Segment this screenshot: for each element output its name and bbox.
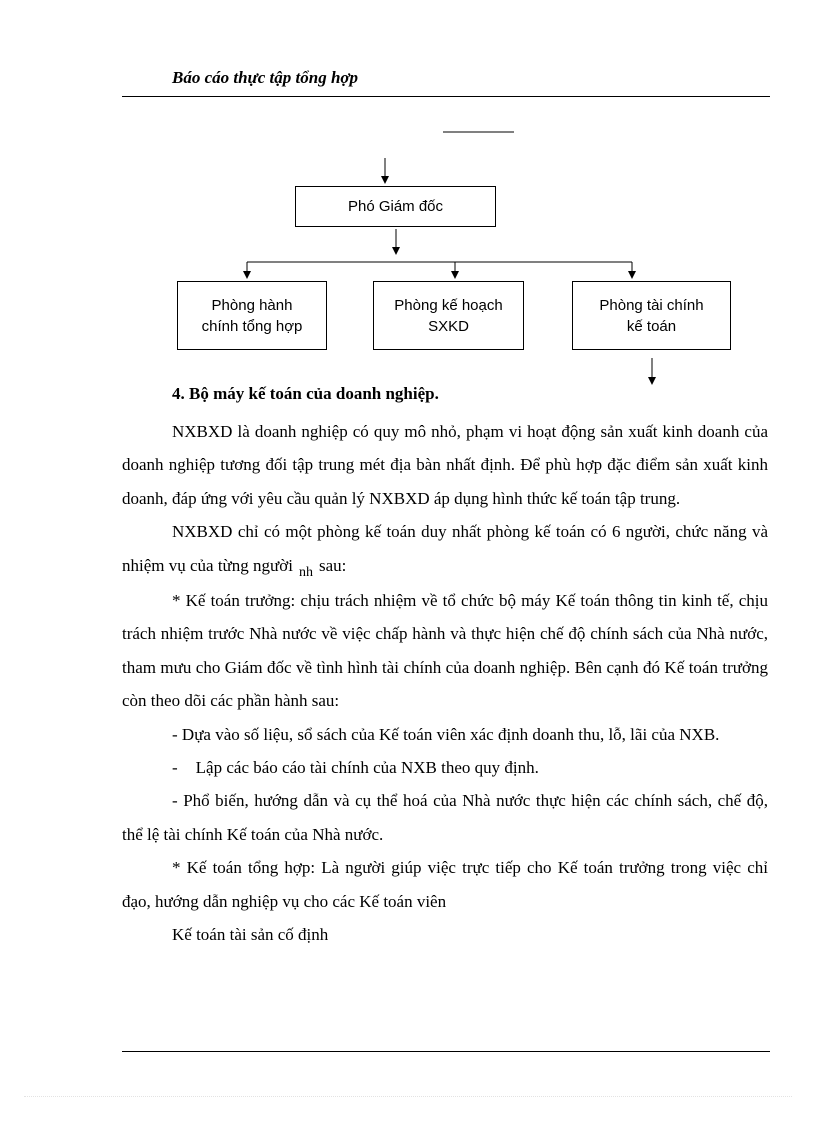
dept-box-planning: [373, 281, 524, 350]
deputy-director-box: [295, 186, 496, 227]
paragraph-5-dash: -: [172, 758, 178, 778]
paragraph-8: Kế toán tài sản cố định: [172, 925, 329, 945]
footer-rule: [122, 1051, 770, 1052]
paragraph-5-text: Lập các báo cáo tài chính của NXB theo quy định.: [195, 758, 539, 778]
page-header-title: Báo cáo thực tập tổng hợp: [172, 68, 359, 87]
dept-box-admin: [177, 281, 327, 350]
dept-admin-line2: chính tổng hợp: [201, 317, 303, 335]
page-bottom-edge: [24, 1096, 792, 1097]
body-text: [122, 415, 768, 952]
dept-admin-line1: Phòng hành: [211, 296, 293, 314]
paragraph-7: * Kế toán tổng hợp: Là người giúp việc trực tiếp cho Kế toán trưởng trong việc chỉ đạo, hướng dẫn nghiệp vụ cho các Kế toán viên: [122, 858, 768, 911]
dept-planning-line1: Phòng kế hoạch: [394, 296, 503, 314]
section-heading: 4. Bộ máy kế toán của doanh nghiệp.: [172, 384, 439, 403]
paragraph-4: - Dựa vào số liệu, sổ sách của Kế toán viên xác định doanh thu, lỗ, lãi của NXB.: [172, 724, 720, 744]
paragraph-6: - Phổ biến, hướng dẫn và cụ thể hoá của Nhà nước thực hiện các chính sách, chế độ, thể lệ tài chính Kế toán của Nhà nước.: [122, 791, 768, 844]
paragraph-1: NXBXD là doanh nghiệp có quy mô nhỏ, phạm vi hoạt động sản xuất kinh doanh của doanh nghiệp tương đối tập trung mét địa bàn nhất định. Để phù hợp đặc điểm sản xuất kinh doanh, đáp ứng với yêu cầu quản lý NXBXD áp dụng hình thức kế toán tập trung.: [122, 422, 768, 508]
paragraph-2-end: sau:: [318, 555, 347, 575]
dept-finance-line1: Phòng tài chính: [599, 296, 704, 314]
dept-planning-line2: SXKD: [428, 317, 469, 335]
paragraph-5: [122, 751, 768, 784]
dept-box-finance: [572, 281, 731, 350]
dept-finance-line2: kế toán: [626, 317, 677, 335]
paragraph-2: [122, 515, 768, 584]
deputy-director-label: Phó Giám đốc: [347, 198, 444, 215]
paragraph-2-subscript: nh: [298, 564, 313, 580]
paragraph-3: * Kế toán trưởng: chịu trách nhiệm về tổ chức bộ máy Kế toán thông tin kinh tế, chịu trách nhiệm trước Nhà nước về việc chấp hành và thực hiện chế độ chính sách của Nhà nước, tham mưu cho Giám đốc về tình hình tài chính của doanh nghiệp. Bên cạnh đó Kế toán trưởng còn theo dõi các phần hành sau:: [122, 591, 768, 711]
paragraph-2-text: NXBXD chỉ có một phòng kế toán duy nhất phòng kế toán có 6 người, chức năng và nhiệm vụ của từng người: [122, 522, 768, 575]
